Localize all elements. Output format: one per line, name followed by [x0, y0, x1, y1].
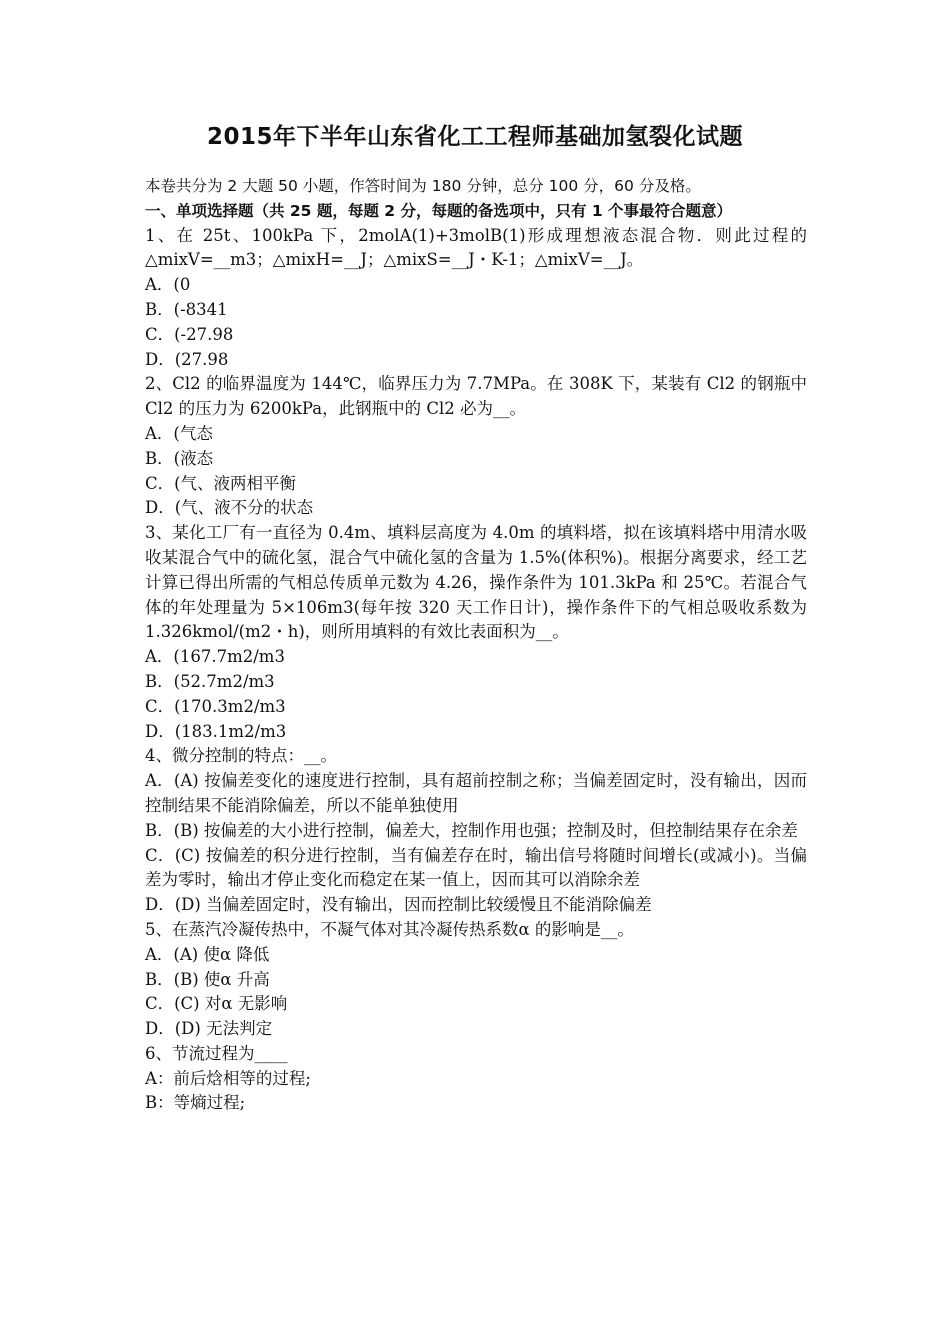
document-title: 2015年下半年山东省化工工程师基础加氢裂化试题 — [206, 124, 743, 150]
answer-option: D．(D) 无法判定 — [145, 1019, 273, 1039]
question-stem: 5、在蒸汽冷凝传热中，不凝气体对其冷凝传热系数α 的影响是__。 — [145, 919, 634, 939]
answer-option: A．(A) 使α 降低 — [145, 944, 270, 964]
answer-option: D．(气、液不分的状态 — [145, 498, 314, 518]
document-body — [145, 174, 807, 1116]
answer-option: B．(-8341 — [145, 299, 228, 319]
answer-option: A．(A) 按偏差变化的速度进行控制，具有超前控制之称；当偏差固定时，没有输出，因而控制结果不能消除偏差，所以不能单独使用 — [145, 771, 807, 815]
answer-option: A．(0 — [145, 275, 191, 295]
answer-option: C．(170.3m2/m3 — [145, 696, 286, 716]
answer-option: A：前后焓相等的过程; — [145, 1068, 311, 1088]
answer-option: B．(液态 — [145, 448, 214, 468]
question-stem: 6、节流过程为____ — [145, 1043, 288, 1063]
question-stem: 4、微分控制的特点：__。 — [145, 746, 337, 766]
question-stem: 3、某化工厂有一直径为 0.4m、填料层高度为 4.0m 的填料塔，拟在该填料塔中用清水吸收某混合气中的硫化氢，混合气中硫化氢的含量为 1.5%(体积%)。根据分离要求，经工艺计算已得出所需的气相总传质单元数为 4.26，操作条件为 101.3kPa 和 25℃。若混合气体的年处理量为 5×106m3(每年按 320 天工作日计)，操作条件下的气相总吸收系数为 1.326kmol/(m2・h)，则所用填料的有效比表面积为__。 — [145, 523, 807, 642]
answer-option: D．(183.1m2/m3 — [145, 721, 287, 741]
exam-intro: 本卷共分为 2 大题 50 小题，作答时间为 180 分钟，总分 100 分，60 分及格。 — [145, 177, 701, 195]
answer-option: A．(167.7m2/m3 — [145, 647, 285, 667]
answer-option: C．(-27.98 — [145, 324, 234, 344]
answer-option: B．(52.7m2/m3 — [145, 671, 275, 691]
answer-option: B．(B) 按偏差的大小进行控制，偏差大，控制作用也强；控制及时，但控制结果存在余差 — [145, 820, 798, 840]
answer-option: A．(气态 — [145, 423, 213, 443]
section-heading: 一、单项选择题（共 25 题，每题 2 分，每题的备选项中，只有 1 个事最符合题意） — [145, 201, 733, 220]
question-stem: 1、在 25t、100kPa 下，2molA(1)+3molB(1)形成理想液态混合物．则此过程的△mixV=__m3；△mixH=__J；△mixS=__J・K-1；△mixV=__J。 — [145, 225, 807, 270]
answer-option: B．(B) 使α 升高 — [145, 969, 270, 989]
answer-option: D．(27.98 — [145, 349, 229, 369]
question-stem: 2、Cl2 的临界温度为 144℃，临界压力为 7.7MPa。在 308K 下，某装有 Cl2 的钢瓶中 Cl2 的压力为 6200kPa，此钢瓶中的 Cl2 必为__。 — [145, 374, 807, 419]
answer-option: D．(D) 当偏差固定时，没有输出，因而控制比较缓慢且不能消除偏差 — [145, 895, 652, 915]
answer-option: C．(气、液两相平衡 — [145, 473, 297, 493]
answer-option: B：等熵过程; — [145, 1093, 246, 1113]
answer-option: C．(C) 按偏差的积分进行控制，当有偏差存在时，输出信号将随时间增长(或减小)。当偏差为零时，输出才停止变化而稳定在某一值上，因而其可以消除余差 — [145, 845, 807, 890]
answer-option: C．(C) 对α 无影响 — [145, 994, 288, 1014]
